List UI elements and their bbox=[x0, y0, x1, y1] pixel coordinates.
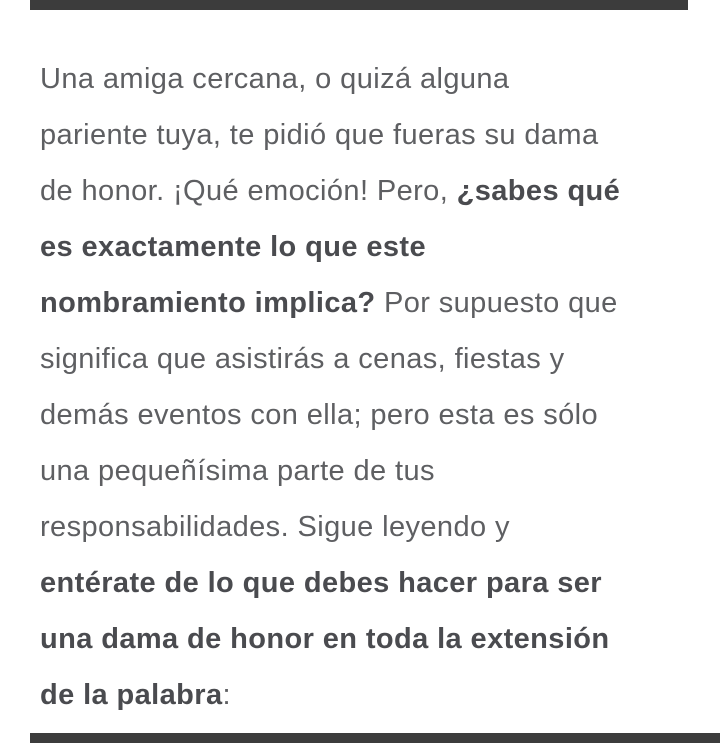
body-text: demás eventos con ella; pero esta es sólo bbox=[40, 399, 599, 431]
article-paragraph bbox=[40, 51, 700, 723]
emphasized-text: nombramiento implica? bbox=[40, 287, 376, 319]
paragraph-line bbox=[40, 555, 700, 611]
paragraph-line bbox=[40, 219, 700, 275]
emphasized-text: ¿sabes qué bbox=[456, 175, 621, 207]
paragraph-line bbox=[40, 611, 700, 667]
paragraph-line bbox=[40, 387, 700, 443]
body-text: Una amiga cercana, o quizá alguna bbox=[40, 63, 510, 95]
body-text: pariente tuya, te pidió que fueras su dama bbox=[40, 119, 599, 151]
body-text: responsabilidades. Sigue leyendo y bbox=[40, 511, 510, 543]
body-text: : bbox=[222, 679, 231, 711]
top-cropped-element-bar bbox=[30, 0, 688, 10]
paragraph-line bbox=[40, 499, 700, 555]
emphasized-text: entérate de lo que debes hacer para ser bbox=[40, 567, 602, 599]
paragraph-line bbox=[40, 275, 700, 331]
emphasized-text: es exactamente lo que este bbox=[40, 231, 426, 263]
paragraph-line bbox=[40, 331, 700, 387]
paragraph-line bbox=[40, 443, 700, 499]
bottom-cropped-element-bar bbox=[30, 733, 720, 743]
body-text: una pequeñísima parte de tus bbox=[40, 455, 435, 487]
paragraph-line bbox=[40, 51, 700, 107]
paragraph-line bbox=[40, 667, 700, 723]
body-text: significa que asistirás a cenas, fiestas y bbox=[40, 343, 565, 375]
paragraph-line bbox=[40, 163, 700, 219]
paragraph-line bbox=[40, 107, 700, 163]
body-text: de honor. ¡Qué emoción! Pero, bbox=[40, 175, 457, 207]
body-text: Por supuesto que bbox=[375, 287, 618, 319]
emphasized-text: una dama de honor en toda la extensión bbox=[40, 623, 610, 655]
emphasized-text: de la palabra bbox=[40, 679, 223, 711]
